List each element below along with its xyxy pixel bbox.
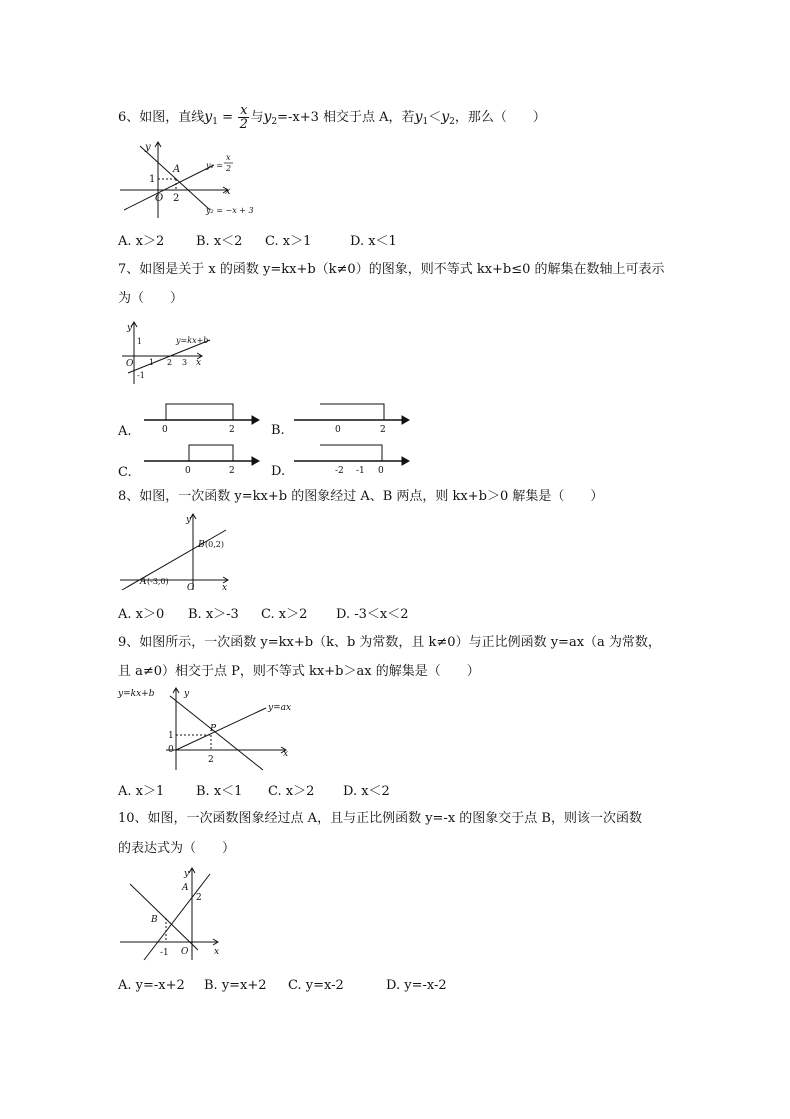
q7-choice-c-numberline[interactable] bbox=[140, 441, 270, 475]
q6-y1: y bbox=[204, 109, 213, 125]
q9-x-label: x bbox=[283, 749, 289, 759]
q6-ineq-sub-b: 2 bbox=[449, 117, 455, 127]
q7-choice-c-letter[interactable]: C. bbox=[118, 465, 132, 480]
q6-line1-den: 2 bbox=[226, 164, 232, 173]
q7-graph bbox=[118, 318, 228, 388]
q10-origin: O bbox=[181, 947, 189, 957]
q9-point-p: P bbox=[210, 724, 217, 734]
q6-mid: 与 bbox=[250, 110, 264, 125]
q8-origin: O bbox=[187, 583, 195, 593]
q7c-interval bbox=[189, 445, 233, 461]
q10-point-a: A bbox=[182, 883, 189, 893]
q8-x-label: x bbox=[222, 583, 228, 593]
q7c-label-0: 0 bbox=[185, 466, 191, 476]
q7d-label-0: 0 bbox=[378, 466, 384, 476]
q7b-interval bbox=[320, 404, 384, 420]
q7d-label-neg2: -2 bbox=[335, 466, 344, 476]
q8-stem: 8、如图，一次函数 y=kx+b 的图象经过 A、B 两点，则 kx+b＞0 解集是（ ） bbox=[118, 489, 604, 504]
q7-xtick-1: 1 bbox=[149, 358, 155, 367]
q8-y-label: y bbox=[186, 515, 192, 525]
q6-stem bbox=[118, 104, 546, 131]
q7-y-label: y bbox=[127, 323, 133, 333]
q8-option-a[interactable]: A. x＞0 bbox=[118, 607, 165, 622]
q6-ineq-sub-a: 1 bbox=[422, 117, 429, 127]
q9-stem-line2: 且 a≠0）相交于点 P，则不等式 kx+b＞ax 的解集是（ ） bbox=[118, 664, 480, 679]
q6-tick-1: 1 bbox=[149, 174, 156, 185]
q7-choice-d-letter[interactable]: D. bbox=[271, 464, 286, 479]
q8-option-b[interactable]: B. x＞-3 bbox=[188, 607, 239, 622]
q9-line2-label: y=ax bbox=[268, 703, 292, 713]
q10-option-c[interactable]: C. y=x-2 bbox=[288, 978, 344, 993]
q7d-interval bbox=[320, 445, 382, 461]
q6-option-b[interactable]: B. x＜2 bbox=[196, 234, 243, 249]
q10-tick-y: 2 bbox=[196, 893, 202, 903]
q6-x-label: x bbox=[225, 186, 231, 197]
q6-line2-label: y₂ = −x + 3 bbox=[206, 206, 254, 215]
q10-x-label: x bbox=[214, 947, 220, 957]
q9-tick-x: 2 bbox=[208, 755, 214, 765]
q6-line-y1 bbox=[124, 165, 214, 210]
q8-option-d[interactable]: D. -3＜x＜2 bbox=[336, 607, 409, 622]
q8-point-a: A bbox=[140, 577, 147, 587]
q6-prefix: 6、如图，直线 bbox=[118, 110, 205, 125]
q9-option-d[interactable]: D. x＜2 bbox=[343, 784, 390, 799]
q7-choice-a-letter[interactable]: A. bbox=[118, 424, 132, 439]
q7-choice-d-numberline[interactable] bbox=[290, 441, 420, 475]
q7d-arrow bbox=[402, 457, 409, 465]
q6-lt: ＜ bbox=[428, 110, 442, 125]
q9-y-label: y bbox=[184, 689, 190, 699]
q10-line-neg-x bbox=[130, 884, 198, 950]
q8-line bbox=[122, 530, 226, 590]
q8-coord-a: (-3,0) bbox=[147, 577, 169, 586]
q10-stem-line1: 10、如图，一次函数图象经过点 A，且与正比例函数 y=-x 的图象交于点 B，则该一次函数 bbox=[118, 811, 642, 826]
q7-ytick-pos: 1 bbox=[137, 337, 143, 346]
q6-graph bbox=[118, 138, 268, 220]
q6-option-a[interactable]: A. x＞2 bbox=[118, 234, 165, 249]
q9-option-a[interactable]: A. x＞1 bbox=[118, 784, 165, 799]
q6-option-c[interactable]: C. x＞1 bbox=[265, 234, 312, 249]
q9-line-ax bbox=[176, 708, 266, 750]
q7a-label-2: 2 bbox=[229, 425, 235, 435]
q7-ytick-neg: -1 bbox=[137, 371, 145, 380]
q7c-arrow bbox=[252, 457, 259, 465]
q7a-arrow bbox=[252, 416, 259, 424]
q9-graph bbox=[118, 684, 308, 776]
q10-point-b: B bbox=[151, 915, 158, 925]
q6-option-d[interactable]: D. x＜1 bbox=[350, 234, 397, 249]
q8-graph bbox=[118, 510, 238, 592]
q6-point-a: A bbox=[173, 164, 181, 175]
q7b-label-0: 0 bbox=[335, 425, 341, 435]
q10-option-d[interactable]: D. y=-x-2 bbox=[386, 978, 447, 993]
q10-option-b[interactable]: B. y=x+2 bbox=[204, 978, 267, 993]
q6-expr2: =-x+3 相交于点 A，若 bbox=[277, 110, 415, 125]
q6-frac-num: x bbox=[240, 103, 248, 118]
q8-coord-b: (0,2) bbox=[205, 540, 224, 549]
q6-suffix: ，那么（ ） bbox=[454, 110, 546, 125]
q9-line1-label: y=kx+b bbox=[118, 689, 155, 699]
q7a-label-0: 0 bbox=[162, 425, 168, 435]
q7-xtick-2: 2 bbox=[167, 358, 173, 367]
q7-choice-b-letter[interactable]: B. bbox=[271, 423, 285, 438]
q7-stem-line2: 为（ ） bbox=[118, 291, 184, 306]
q6-ineq-b: y bbox=[441, 109, 450, 125]
q6-fraction bbox=[238, 104, 249, 131]
q7-line-label: y=kx+b bbox=[176, 336, 209, 345]
q7-choice-a-numberline[interactable] bbox=[140, 400, 270, 434]
q7-x-label: x bbox=[196, 358, 202, 368]
q6-line1-lhs: y₁ = bbox=[206, 161, 223, 170]
q7-origin: O bbox=[126, 359, 134, 369]
q6-y-label: y bbox=[145, 142, 151, 153]
q6-eq: = bbox=[217, 110, 238, 125]
q6-ineq-a: y bbox=[414, 109, 423, 125]
q7-xtick-3: 3 bbox=[182, 358, 188, 367]
q8-option-c[interactable]: C. x＞2 bbox=[261, 607, 308, 622]
q6-origin: O bbox=[155, 193, 164, 204]
q6-tick-2: 2 bbox=[173, 193, 180, 204]
q10-tick-x: -1 bbox=[160, 948, 169, 958]
q6-line1-num: x bbox=[226, 153, 231, 162]
q9-option-b[interactable]: B. x＜1 bbox=[196, 784, 243, 799]
q9-origin: 0 bbox=[168, 745, 174, 755]
q10-graph bbox=[118, 864, 228, 964]
q6-y2: y bbox=[263, 109, 272, 125]
q10-stem-line2: 的表达式为（ ） bbox=[118, 841, 236, 856]
q9-line-kxb bbox=[170, 696, 263, 770]
q7a-interval bbox=[166, 404, 233, 420]
q8-point-b: B bbox=[198, 540, 205, 550]
q6-y2-sub: 2 bbox=[271, 117, 278, 127]
q6-y1-sub: 1 bbox=[212, 117, 218, 127]
q7b-arrow bbox=[402, 416, 409, 424]
q10-y-label: y bbox=[184, 869, 190, 879]
q9-tick-y: 1 bbox=[168, 731, 174, 741]
q7d-label-neg1: -1 bbox=[356, 466, 365, 476]
q9-stem-line1: 9、如图所示，一次函数 y=kx+b（k、b 为常数，且 k≠0）与正比例函数 y=ax（a 为常数， bbox=[118, 635, 661, 650]
q7c-label-2: 2 bbox=[229, 466, 235, 476]
q7-choice-b-numberline[interactable] bbox=[290, 400, 420, 434]
q7b-label-2: 2 bbox=[380, 425, 386, 435]
q9-option-c[interactable]: C. x＞2 bbox=[268, 784, 315, 799]
q10-option-a[interactable]: A. y=-x+2 bbox=[118, 978, 185, 993]
q6-frac-den: 2 bbox=[239, 117, 248, 132]
q7-stem-line1: 7、如图是关于 x 的函数 y=kx+b（k≠0）的图象，则不等式 kx+b≤0 的解集在数轴上可表示 bbox=[118, 262, 665, 277]
